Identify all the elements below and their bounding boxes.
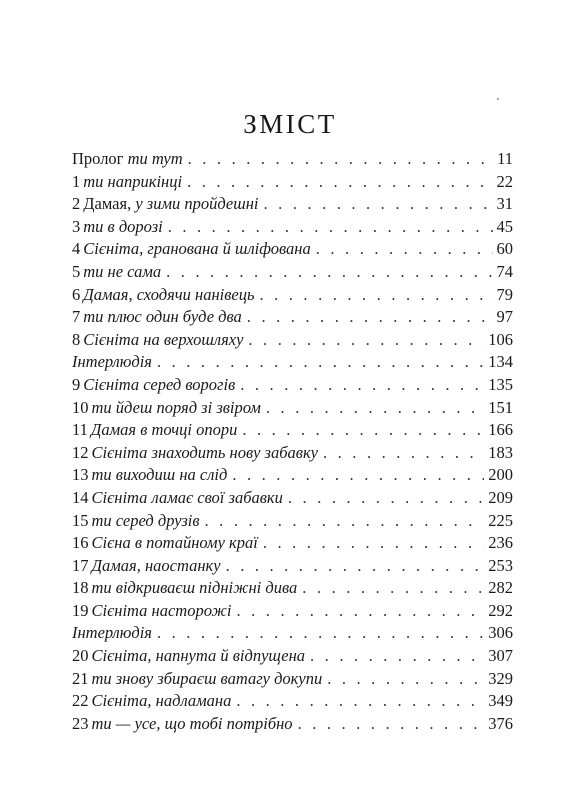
toc-entry [72,487,513,510]
toc-entry-number: 7 [72,307,81,327]
dot-leader [157,351,484,374]
toc-entry-number: 13 [72,465,89,485]
toc-entry-number: 18 [72,578,89,598]
toc-entry-italic-text: ти виходиш на слід [91,465,228,485]
toc-entry-label [72,419,237,442]
toc-entry-page: 11 [497,149,513,168]
toc-entry [72,622,513,645]
toc-entry-page: 329 [488,668,513,688]
toc-entry-page: 166 [488,420,513,440]
toc-entry-label [72,600,232,623]
toc-entry-number: 6 [72,284,81,304]
toc-entry [72,261,513,284]
toc-entry-number: 1 [72,171,81,191]
toc-entry [72,306,513,329]
paper-speck [497,98,499,100]
toc-entry [72,713,513,736]
toc-entry-label [72,238,311,261]
toc-entry [72,238,513,261]
toc-entry-number: 23 [72,713,89,733]
toc-entry-italic-text: Інтерлюдія [72,623,152,643]
toc-entry-page: 200 [488,465,513,485]
toc-entry-label [72,577,297,600]
toc-entry-page: 307 [488,646,513,666]
toc-entry-number: 22 [72,691,89,711]
toc-entry-label [72,284,254,307]
toc-entry-number: 4 [72,239,81,259]
toc-entry-italic-text: у зими пройдешні [135,194,259,214]
dot-leader [237,600,485,623]
toc-entry [72,555,513,578]
toc-entry-label [72,668,322,691]
toc-entry-label [72,690,231,713]
toc-entry [72,464,513,487]
dot-leader [157,622,484,645]
toc-entry [72,284,513,307]
toc-entry-number: 16 [72,533,89,553]
toc-entry-label [72,464,227,487]
toc-entry-italic-text: ти не сама [83,261,162,281]
toc-entry-italic-text: Дамая в точці опори [90,420,238,440]
dot-leader [316,238,493,261]
dot-leader [188,148,493,171]
toc-entry-italic-text: ти відкриваєш підніжні дива [91,578,298,598]
toc-entry-italic-text: ти в дорозі [83,216,163,236]
toc-entry-number: 3 [72,216,81,236]
toc-entry-number: 8 [72,329,81,349]
toc-entry [72,442,513,465]
toc-entry-label [72,261,161,284]
toc-entry-label [72,397,261,420]
toc-entry-number: 21 [72,668,89,688]
toc-entry-page: 292 [488,600,513,620]
dot-leader [242,419,484,442]
toc-entry-italic-text: Сієніта серед ворогів [83,374,236,394]
toc-entry-number: 5 [72,261,81,281]
toc-entry [72,668,513,691]
toc-entry-italic-text: Сієна в потайному краї [91,533,258,553]
toc-entry-page: 209 [488,487,513,507]
toc-entry-page: 225 [488,510,513,530]
toc-entry [72,351,513,374]
toc-entry [72,148,513,171]
dot-leader [263,532,484,555]
toc-entry-italic-text: Сієніта, надламана [91,691,232,711]
toc-entry [72,329,513,352]
toc-entry-label [72,351,152,374]
toc-entry-label [72,216,163,239]
toc-entry-number: 20 [72,646,89,666]
toc-entry-label [72,645,305,668]
toc-entry [72,645,513,668]
dot-leader [263,193,492,216]
dot-leader [266,397,484,420]
toc-entry-label [72,329,243,352]
toc-entry-italic-text: ти йдеш поряд зі звіром [91,397,261,417]
table-of-contents [72,148,513,735]
dot-leader [232,464,484,487]
toc-entry-label [72,171,182,194]
toc-entry-label [72,487,283,510]
toc-entry [72,532,513,555]
toc-entry [72,419,513,442]
toc-entry-label [72,148,183,171]
toc-entry-label [72,713,293,736]
toc-entry-italic-text: ти тут [127,149,183,168]
toc-entry-italic-text: ти знову збираєш ватагу докупи [91,668,323,688]
toc-entry-italic-text: Сієніта насторожі [91,600,232,620]
toc-entry-italic-text: Дамая, сходячи нанівець [83,284,255,304]
toc-entry-page: 79 [496,284,513,304]
toc-entry-italic-text: Сієніта, гранована й шліфована [83,239,311,259]
dot-leader [302,577,484,600]
toc-entry-number: 12 [72,442,89,462]
dot-leader [168,216,493,239]
toc-entry [72,171,513,194]
toc-entry-plain-text: Дамая, [83,194,132,214]
dot-leader [236,690,484,713]
dot-leader [166,261,492,284]
toc-entry-page: 376 [488,713,513,733]
dot-leader [310,645,484,668]
toc-entry-label [72,193,258,216]
toc-entry-page: 45 [496,216,513,236]
toc-entry-number: 10 [72,397,89,417]
toc-entry-italic-text: Інтерлюдія [72,352,152,372]
toc-entry-italic-text: Сієніта ламає свої забавки [91,487,283,507]
toc-entry-number: 19 [72,600,89,620]
dot-leader [288,487,484,510]
toc-entry-italic-text: ти наприкінці [83,171,183,191]
toc-entry-label [72,306,242,329]
toc-entry-label [72,622,152,645]
toc-entry-italic-text: ти плюс один буде два [83,307,242,327]
toc-entry-number: 15 [72,510,89,530]
toc-entry [72,374,513,397]
toc-entry-page: 183 [488,442,513,462]
toc-entry-page: 74 [496,261,513,281]
toc-entry [72,510,513,533]
dot-leader [247,306,493,329]
toc-entry-page: 151 [488,397,513,417]
toc-entry-italic-text: Сієніта на верхошляху [83,329,244,349]
toc-entry-page: 135 [488,374,513,394]
dot-leader [323,442,484,465]
page-title: ЗМІСТ [243,109,337,139]
toc-entry [72,690,513,713]
toc-entry-number: 17 [72,555,89,575]
toc-entry-label [72,555,221,578]
toc-entry-plain-text: Пролог [72,149,124,168]
toc-entry-page: 134 [488,352,513,372]
toc-entry-page: 31 [496,194,513,214]
toc-entry-page: 106 [488,329,513,349]
toc-entry-label [72,442,318,465]
dot-leader [240,374,484,397]
toc-entry-italic-text: Дамая, наостанку [91,555,221,575]
toc-entry [72,397,513,420]
toc-entry-page: 349 [488,691,513,711]
toc-entry-page: 253 [488,555,513,575]
toc-entry [72,193,513,216]
toc-entry-label [72,532,258,555]
toc-entry-page: 97 [496,307,513,327]
dot-leader [259,284,492,307]
toc-entry-label [72,374,235,397]
dot-leader [248,329,484,352]
toc-entry [72,600,513,623]
toc-entry-number: 2 [72,194,81,214]
toc-entry-italic-text: Сієніта знаходить нову забавку [91,442,318,462]
toc-entry-italic-text: Сієніта, напнута й відпущена [91,646,306,666]
toc-entry-italic-text: ти — усе, що тобі потрібно [91,713,293,733]
toc-entry-number: 14 [72,487,89,507]
toc-entry-page: 306 [488,623,513,643]
dot-leader [226,555,485,578]
dot-leader [205,510,485,533]
dot-leader [298,713,485,736]
toc-entry-page: 22 [496,171,513,191]
toc-entry [72,577,513,600]
toc-entry-number: 9 [72,374,81,394]
dot-leader [187,171,492,194]
dot-leader [327,668,484,691]
toc-entry-label [72,510,200,533]
toc-entry-italic-text: ти серед друзів [91,510,200,530]
toc-entry-page: 282 [488,578,513,598]
toc-entry [72,216,513,239]
toc-entry-page: 236 [488,533,513,553]
toc-entry-page: 60 [496,239,513,259]
toc-entry-number: 11 [72,420,88,440]
